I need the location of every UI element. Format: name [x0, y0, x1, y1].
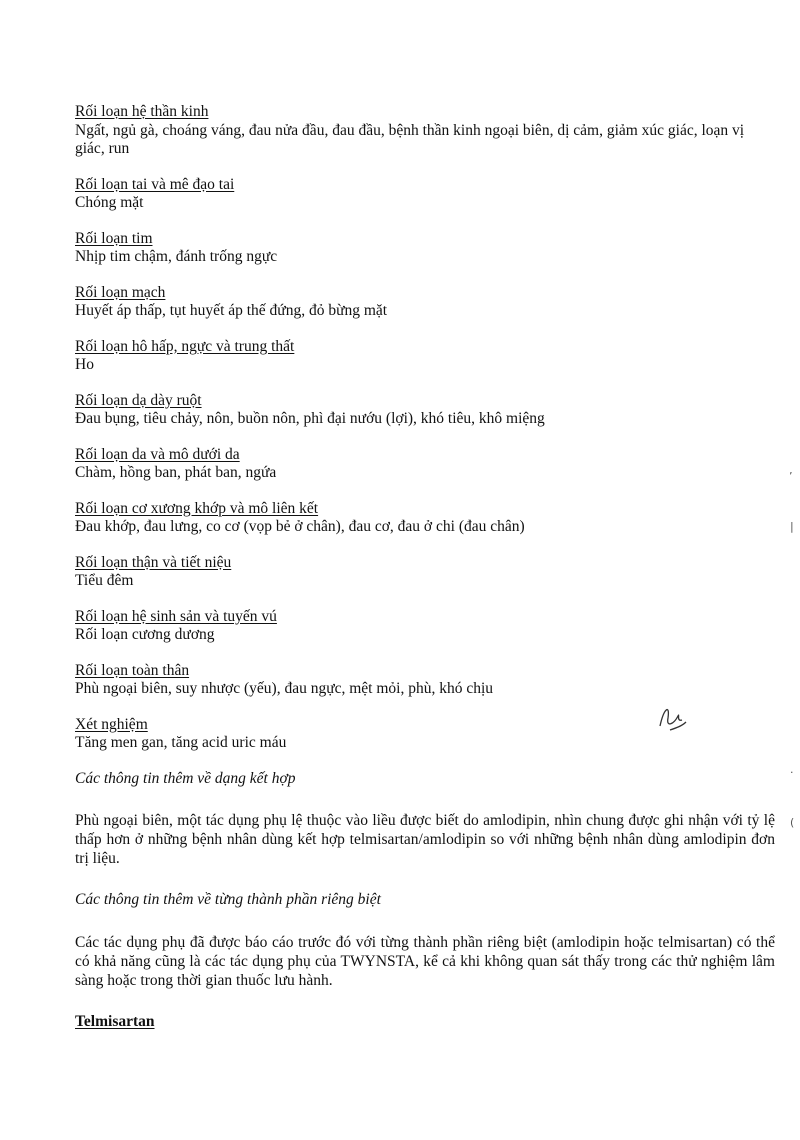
section-heading: Rối loạn mạch: [75, 283, 166, 301]
section-body: Tăng men gan, tăng acid uric máu: [75, 734, 287, 751]
combo-info-paragraph: Phù ngoại biên, một tác dụng phụ lệ thuộc vào liều được biết do amlodipin, nhìn chung được ghi nhận với tỷ lệ thấp hơn ở những bệnh nhân dùng kết hợp telmisartan/amlodipin so với những bệnh nhân dùng amlodipin đơn trị liệu.: [75, 812, 775, 867]
section-nervous-system: [75, 103, 775, 159]
section-body: Phù ngoại biên, suy nhược (yếu), đau ngực, mệt mỏi, phù, khó chịu: [75, 680, 494, 697]
section-body: Huyết áp thấp, tụt huyết áp thế đứng, đỏ bừng mặt: [75, 302, 388, 319]
section-skin: [75, 446, 775, 483]
section-heading: Rối loạn cơ xương khớp và mô liên kết: [75, 499, 319, 517]
section-heading: Rối loạn dạ dày ruột: [75, 391, 202, 409]
section-heading: Rối loạn toàn thân: [75, 661, 190, 679]
section-body: Nhịp tim chậm, đánh trống ngực: [75, 248, 278, 265]
section-vascular: [75, 284, 775, 321]
section-body: Chàm, hồng ban, phát ban, ngứa: [75, 464, 277, 481]
section-reproductive: [75, 608, 775, 645]
section-body: Ho: [75, 356, 94, 373]
margin-mark-icon: |: [790, 520, 794, 533]
section-heading: Rối loạn hô hấp, ngực và trung thất: [75, 337, 295, 355]
section-respiratory: [75, 338, 775, 375]
component-info-heading: Các thông tin thêm về từng thành phần riêng biệt: [75, 891, 381, 908]
document-page: [75, 103, 775, 1031]
section-heart: [75, 230, 775, 267]
section-gastrointestinal: [75, 392, 775, 429]
margin-mark-icon: ʼ: [789, 470, 793, 483]
section-heading: Rối loạn thận và tiết niệu: [75, 553, 232, 571]
margin-mark-icon: (: [790, 816, 795, 829]
section-body: Chóng mặt: [75, 194, 144, 211]
section-renal: [75, 554, 775, 591]
section-body: Tiểu đêm: [75, 572, 134, 589]
section-body: Đau khớp, đau lưng, co cơ (vọp bẻ ở chân), đau cơ, đau ở chi (đau chân): [75, 518, 525, 535]
combo-info-heading: Các thông tin thêm về dạng kết hợp: [75, 769, 296, 787]
section-general: [75, 662, 775, 699]
section-body: Rối loạn cương dương: [75, 626, 215, 643]
section-heading: Rối loạn hệ thần kinh: [75, 103, 209, 120]
component-info-paragraph: Các tác dụng phụ đã được báo cáo trước đó với từng thành phần riêng biệt (amlodipin hoặc telmisartan) có thể có khả năng cũng là các tác dụng phụ của TWYNSTA, kể cả khi không quan sát thấy trong các thử nghiệm lâm sàng hoặc trong thời gian thuốc lưu hành.: [75, 933, 775, 989]
section-musculoskeletal: [75, 500, 775, 537]
section-heading: Rối loạn tim: [75, 229, 153, 247]
section-heading: Rối loạn hệ sinh sản và tuyến vú: [75, 607, 277, 625]
section-body: Đau bụng, tiêu chảy, nôn, buồn nôn, phì đại nướu (lợi), khó tiêu, khô miệng: [75, 410, 545, 427]
section-heading: Rối loạn da và mô dưới da: [75, 445, 240, 463]
telmisartan-heading: Telmisartan: [75, 1012, 155, 1030]
section-body: Ngất, ngủ gà, choáng váng, đau nửa đầu, đau đầu, bệnh thần kinh ngoại biên, dị cảm, giảm xúc giác, loạn vị giác, run: [75, 121, 745, 157]
signature-initials-icon: [652, 698, 692, 738]
section-ear: [75, 176, 775, 213]
margin-mark-icon: ·: [790, 766, 794, 779]
section-heading: Xét nghiệm: [75, 715, 148, 733]
section-heading: Rối loạn tai và mê đạo tai: [75, 175, 235, 193]
